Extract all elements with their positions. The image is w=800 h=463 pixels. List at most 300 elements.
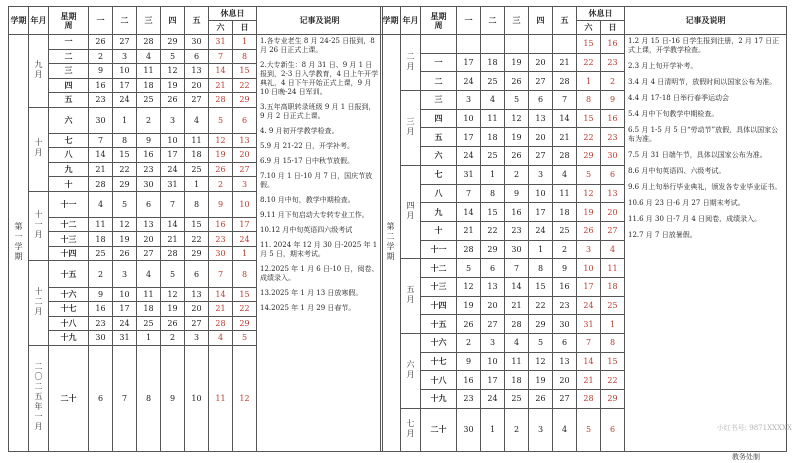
day-cell: 26	[529, 390, 553, 409]
day-cell: 21	[553, 53, 577, 72]
week-number: 三	[49, 64, 89, 79]
header-weekday	[421, 7, 457, 35]
note-item: 10.12 月中旬英语四六级考试	[260, 226, 353, 234]
day-cell: 1	[113, 107, 137, 133]
week-number: 十五	[49, 261, 89, 287]
day-cell: 19	[505, 53, 529, 72]
day-cell: 29	[481, 240, 505, 259]
day-cell: 9	[161, 345, 185, 451]
day-cell: 26	[505, 72, 529, 91]
day-cell: 30	[457, 408, 481, 451]
rest-day-cell: 19	[577, 203, 601, 222]
day-cell: 25	[185, 162, 209, 177]
note-item: 3.4 月 4 日清明节，放假时间以国家公布为准。	[628, 78, 777, 86]
header-sun: 日	[601, 21, 625, 35]
day-cell: 4	[185, 107, 209, 133]
header-weekday-label: 星期	[430, 10, 447, 21]
note-item: 5.9 月 21-22 日，开学补考。	[260, 142, 354, 150]
day-cell: 6	[553, 334, 577, 353]
week-number: 七	[421, 165, 457, 184]
month-label-text: 五月	[406, 285, 415, 306]
day-cell: 30	[505, 240, 529, 259]
day-cell: 29	[185, 246, 209, 261]
day-cell: 27	[113, 35, 137, 50]
rest-day-cell: 15	[233, 64, 257, 79]
day-cell: 2	[553, 240, 577, 259]
rest-day-cell: 12	[233, 345, 257, 451]
rest-day-cell: 7	[209, 49, 233, 64]
week-number: 十四	[421, 296, 457, 315]
day-cell: 3	[481, 334, 505, 353]
rest-day-cell: 15	[577, 35, 601, 54]
month-label-text: 二〇二五年一月	[34, 362, 43, 433]
note-item: 6.5 月 1-5 月 5 日“劳动节”放假，具体以国家公布为准。	[628, 126, 779, 143]
rest-day-cell: 5	[209, 107, 233, 133]
rest-day-cell: 5	[577, 408, 601, 451]
day-cell: 22	[185, 232, 209, 247]
header-row	[9, 7, 383, 21]
day-cell: 4	[505, 334, 529, 353]
day-cell: 21	[89, 162, 113, 177]
day-cell: 6	[481, 259, 505, 278]
note-item: 1.2 月 15 日-16 日学生报到注册，2 月 17 日正式上课，开学教学检查。	[628, 37, 780, 54]
day-cell: 4	[137, 261, 161, 287]
rest-day-cell: 22	[577, 53, 601, 72]
day-cell: 7	[457, 184, 481, 203]
day-cell: 8	[137, 345, 161, 451]
week-number: 十	[421, 221, 457, 240]
header-day-1: 一	[457, 7, 481, 35]
week-row	[9, 35, 383, 50]
day-cell: 14	[457, 203, 481, 222]
day-cell: 25	[505, 390, 529, 409]
note-item: 8.10 月中旬，教学中期检查。	[260, 196, 355, 204]
day-cell: 4	[137, 49, 161, 64]
rest-day-cell: 21	[209, 78, 233, 93]
day-cell: 1	[481, 165, 505, 184]
day-cell: 13	[481, 277, 505, 296]
rest-day-cell: 22	[233, 78, 257, 93]
day-cell: 24	[529, 221, 553, 240]
day-cell: 13	[185, 287, 209, 302]
day-cell: 19	[161, 302, 185, 317]
day-cell: 18	[137, 78, 161, 93]
rest-day-cell: 1	[601, 315, 625, 334]
week-number	[421, 35, 457, 54]
month-label	[401, 334, 421, 409]
week-row	[381, 35, 787, 54]
day-cell: 30	[89, 107, 113, 133]
day-cell: 24	[457, 147, 481, 166]
day-cell: 18	[553, 203, 577, 222]
header-notes: 记事及说明	[257, 7, 383, 35]
rest-day-cell: 14	[209, 64, 233, 79]
day-cell: 17	[113, 302, 137, 317]
week-number: 十一	[421, 240, 457, 259]
rest-day-cell: 27	[601, 221, 625, 240]
week-number: 九	[49, 162, 89, 177]
day-cell: 19	[113, 232, 137, 247]
header-rest: 休息日	[209, 7, 257, 21]
rest-day-cell: 7	[209, 261, 233, 287]
rest-day-cell: 3	[577, 240, 601, 259]
rest-day-cell: 24	[233, 232, 257, 247]
month-label-text: 三月	[406, 116, 415, 137]
day-cell: 4	[553, 165, 577, 184]
day-cell: 13	[137, 217, 161, 232]
day-cell: 25	[481, 147, 505, 166]
day-cell: 22	[529, 296, 553, 315]
day-cell: 25	[89, 246, 113, 261]
day-cell: 28	[553, 72, 577, 91]
rest-day-cell: 21	[209, 302, 233, 317]
header-day-2: 二	[113, 7, 137, 35]
rest-day-cell: 20	[233, 148, 257, 163]
rest-day-cell: 31	[577, 315, 601, 334]
day-cell: 7	[89, 133, 113, 148]
header-week-label: 周	[434, 19, 443, 30]
day-cell: 31	[457, 165, 481, 184]
day-cell: 16	[89, 302, 113, 317]
day-cell: 10	[457, 109, 481, 128]
week-number: 四	[421, 109, 457, 128]
day-cell: 2	[89, 49, 113, 64]
day-cell: 18	[481, 53, 505, 72]
day-cell: 11	[185, 133, 209, 148]
day-cell: 18	[185, 148, 209, 163]
day-cell: 24	[113, 316, 137, 331]
day-cell: 26	[457, 315, 481, 334]
header-day-4: 四	[529, 7, 553, 35]
rest-day-cell: 6	[601, 408, 625, 451]
rest-day-cell: 28	[209, 316, 233, 331]
day-cell: 21	[505, 296, 529, 315]
rest-day-cell: 13	[601, 184, 625, 203]
day-cell: 11	[481, 109, 505, 128]
rest-day-cell: 15	[577, 109, 601, 128]
day-cell: 16	[457, 371, 481, 390]
day-cell: 27	[481, 315, 505, 334]
day-cell: 20	[529, 128, 553, 147]
day-cell: 5	[161, 261, 185, 287]
rest-day-cell: 23	[209, 232, 233, 247]
rest-day-cell: 18	[601, 277, 625, 296]
day-cell: 17	[529, 203, 553, 222]
rest-day-cell: 23	[601, 128, 625, 147]
day-cell: 23	[89, 93, 113, 108]
day-cell: 9	[553, 259, 577, 278]
header-term: 学期	[9, 7, 29, 35]
day-cell: 22	[481, 221, 505, 240]
second-term-calendar	[380, 6, 786, 452]
left-term-table	[8, 6, 383, 452]
day-cell: 23	[457, 390, 481, 409]
day-cell: 16	[553, 277, 577, 296]
day-cell: 11	[505, 352, 529, 371]
day-cell: 21	[161, 232, 185, 247]
day-cell: 28	[457, 240, 481, 259]
rest-day-cell: 30	[601, 147, 625, 166]
rest-day-cell: 8	[233, 49, 257, 64]
week-number: 一	[421, 53, 457, 72]
rest-day-cell: 2	[209, 177, 233, 192]
day-cell: 28	[161, 246, 185, 261]
day-cell: 7	[161, 191, 185, 217]
rest-day-cell: 22	[233, 302, 257, 317]
day-cell: 8	[113, 133, 137, 148]
week-number: 十七	[421, 352, 457, 371]
day-cell: 5	[113, 191, 137, 217]
day-cell: 11	[137, 64, 161, 79]
day-cell: 30	[89, 331, 113, 346]
rest-day-cell: 12	[577, 184, 601, 203]
day-cell: 28	[89, 177, 113, 192]
day-cell: 12	[113, 217, 137, 232]
week-number: 十二	[49, 217, 89, 232]
day-cell: 30	[137, 177, 161, 192]
day-cell: 1	[481, 408, 505, 451]
day-cell: 12	[161, 287, 185, 302]
first-term-calendar	[8, 6, 382, 452]
day-cell: 18	[505, 371, 529, 390]
day-cell: 11	[137, 287, 161, 302]
note-item: 10.6 月 23 日-6 月 27 日期末考试。	[628, 199, 745, 207]
note-item: 9.11 月下旬启动大专转专业工作。	[260, 211, 369, 219]
rest-day-cell: 5	[233, 331, 257, 346]
week-number: 一	[49, 35, 89, 50]
month-label-text: 七月	[406, 418, 415, 439]
rest-day-cell: 11	[209, 345, 233, 451]
day-cell	[529, 35, 553, 54]
day-cell: 17	[113, 78, 137, 93]
day-cell	[505, 35, 529, 54]
day-cell: 28	[137, 35, 161, 50]
rest-day-cell: 17	[233, 217, 257, 232]
month-label-text: 六月	[406, 359, 415, 380]
day-cell: 7	[553, 91, 577, 110]
rest-day-cell: 15	[233, 287, 257, 302]
header-weekday	[49, 7, 89, 35]
month-label	[29, 261, 49, 345]
day-cell: 9	[89, 64, 113, 79]
week-number: 十三	[49, 232, 89, 247]
header-month: 年月	[401, 7, 421, 35]
day-cell: 3	[529, 165, 553, 184]
week-number: 十九	[49, 331, 89, 346]
rest-day-cell: 22	[577, 128, 601, 147]
day-cell: 5	[529, 334, 553, 353]
day-cell: 24	[457, 72, 481, 91]
header-sat: 六	[209, 21, 233, 35]
day-cell: 20	[185, 302, 209, 317]
rest-day-cell: 19	[209, 148, 233, 163]
note-item: 4.4 月 17-18 日举行春季运动会	[628, 94, 729, 102]
day-cell: 28	[505, 315, 529, 334]
header-day-5: 五	[553, 7, 577, 35]
week-number: 十六	[49, 287, 89, 302]
note-item: 4. 9 月初开学教学检查。	[260, 127, 339, 135]
day-cell: 14	[553, 109, 577, 128]
week-number: 六	[421, 147, 457, 166]
rest-day-cell: 17	[577, 277, 601, 296]
day-cell: 16	[137, 148, 161, 163]
day-cell: 1	[185, 177, 209, 192]
day-cell: 24	[161, 162, 185, 177]
day-cell: 28	[553, 147, 577, 166]
month-label-text: 十一月	[34, 210, 43, 241]
week-number: 十八	[421, 371, 457, 390]
month-label	[29, 191, 49, 261]
day-cell: 22	[113, 162, 137, 177]
day-cell: 16	[89, 78, 113, 93]
week-number: 十七	[49, 302, 89, 317]
header-day-1: 一	[89, 7, 113, 35]
day-cell: 21	[553, 128, 577, 147]
day-cell: 15	[113, 148, 137, 163]
day-cell: 14	[161, 217, 185, 232]
rest-day-cell: 10	[577, 259, 601, 278]
rest-day-cell: 6	[233, 107, 257, 133]
term-label	[381, 35, 401, 452]
month-label-text: 十二月	[34, 287, 43, 318]
week-number: 十六	[421, 334, 457, 353]
rest-day-cell: 6	[601, 165, 625, 184]
month-label	[29, 107, 49, 191]
week-number: 四	[49, 78, 89, 93]
day-cell: 18	[89, 232, 113, 247]
note-item: 2.3 月上旬开学补考。	[628, 62, 698, 70]
day-cell: 6	[137, 191, 161, 217]
day-cell	[553, 35, 577, 54]
day-cell: 4	[553, 408, 577, 451]
month-label	[401, 259, 421, 334]
day-cell: 30	[553, 315, 577, 334]
note-item: 9.6 月上旬举行毕业典礼，颁发各专业毕业证书。	[628, 183, 782, 191]
day-cell: 7	[505, 259, 529, 278]
day-cell: 17	[481, 371, 505, 390]
rest-day-cell: 14	[209, 287, 233, 302]
day-cell	[481, 35, 505, 54]
day-cell: 5	[457, 259, 481, 278]
day-cell: 27	[553, 390, 577, 409]
month-label-text: 二月	[406, 51, 415, 72]
rest-day-cell: 29	[601, 390, 625, 409]
rest-day-cell: 10	[233, 191, 257, 217]
rest-day-cell: 26	[209, 162, 233, 177]
day-cell: 2	[505, 408, 529, 451]
day-cell: 8	[529, 259, 553, 278]
day-cell: 3	[161, 107, 185, 133]
rest-day-cell: 8	[601, 334, 625, 353]
week-number: 八	[421, 184, 457, 203]
rest-day-cell: 2	[601, 72, 625, 91]
note-item: 1.各专业老生 8 月 24-25 日报到，8 月 26 日正式上课。	[260, 37, 375, 54]
day-cell: 20	[553, 371, 577, 390]
day-cell: 12	[457, 277, 481, 296]
month-label-text: 九月	[34, 59, 43, 80]
day-cell: 14	[89, 148, 113, 163]
rest-day-cell: 1	[577, 72, 601, 91]
day-cell	[457, 35, 481, 54]
day-cell: 26	[161, 93, 185, 108]
day-cell: 10	[529, 184, 553, 203]
day-cell: 27	[137, 246, 161, 261]
day-cell: 6	[529, 91, 553, 110]
day-cell: 19	[529, 371, 553, 390]
day-cell: 18	[137, 302, 161, 317]
week-number: 二十	[421, 408, 457, 451]
day-cell: 20	[137, 232, 161, 247]
header-row	[381, 7, 787, 21]
day-cell: 13	[553, 352, 577, 371]
day-cell: 3	[185, 331, 209, 346]
footer-issuer: 教务处制	[732, 453, 760, 461]
day-cell: 6	[185, 261, 209, 287]
day-cell: 11	[89, 217, 113, 232]
day-cell: 9	[89, 287, 113, 302]
day-cell: 25	[137, 93, 161, 108]
week-number: 二十	[49, 345, 89, 451]
week-number: 九	[421, 203, 457, 222]
rest-day-cell: 8	[577, 91, 601, 110]
day-cell: 31	[161, 177, 185, 192]
week-number: 十	[49, 177, 89, 192]
rest-day-cell: 16	[209, 217, 233, 232]
rest-day-cell: 3	[233, 177, 257, 192]
rest-day-cell: 30	[209, 246, 233, 261]
header-day-3: 三	[137, 7, 161, 35]
week-number: 十五	[421, 315, 457, 334]
note-item: 11. 2024 年 12 月 30 日-2025 年 1 月 5 日，期末考试。	[260, 241, 378, 258]
rest-day-cell: 11	[601, 259, 625, 278]
week-number: 十一	[49, 191, 89, 217]
rest-day-cell: 29	[233, 316, 257, 331]
week-number: 十四	[49, 246, 89, 261]
week-number: 十九	[421, 390, 457, 409]
day-cell: 10	[161, 133, 185, 148]
day-cell: 27	[185, 316, 209, 331]
month-label	[401, 91, 421, 166]
day-cell: 5	[505, 91, 529, 110]
header-month: 年月	[29, 7, 49, 35]
week-number: 十三	[421, 277, 457, 296]
watermark: 小红书号: 9871XXXXX	[716, 424, 792, 432]
week-number: 六	[49, 107, 89, 133]
day-cell: 2	[457, 334, 481, 353]
week-number: 七	[49, 133, 89, 148]
day-cell: 27	[529, 147, 553, 166]
day-cell: 8	[481, 184, 505, 203]
day-cell: 10	[185, 345, 209, 451]
rest-day-cell: 22	[601, 371, 625, 390]
header-weekday-label: 星期	[60, 10, 77, 21]
rest-day-cell: 29	[233, 93, 257, 108]
week-number: 二	[49, 49, 89, 64]
day-cell: 25	[553, 221, 577, 240]
day-cell: 25	[137, 316, 161, 331]
right-term-table	[380, 6, 787, 452]
day-cell: 10	[481, 352, 505, 371]
month-label	[401, 165, 421, 258]
note-item: 11.6 月 30 日-7 月 4 日阅卷、成绩录入。	[628, 215, 762, 223]
rest-day-cell: 26	[577, 221, 601, 240]
rest-day-cell: 25	[601, 296, 625, 315]
note-item: 12.2025 年 1 月 6 日-10 日，阅卷、成绩录入。	[260, 265, 379, 282]
day-cell: 9	[505, 184, 529, 203]
rest-day-cell: 20	[601, 203, 625, 222]
week-number: 三	[421, 91, 457, 110]
day-cell: 3	[113, 49, 137, 64]
